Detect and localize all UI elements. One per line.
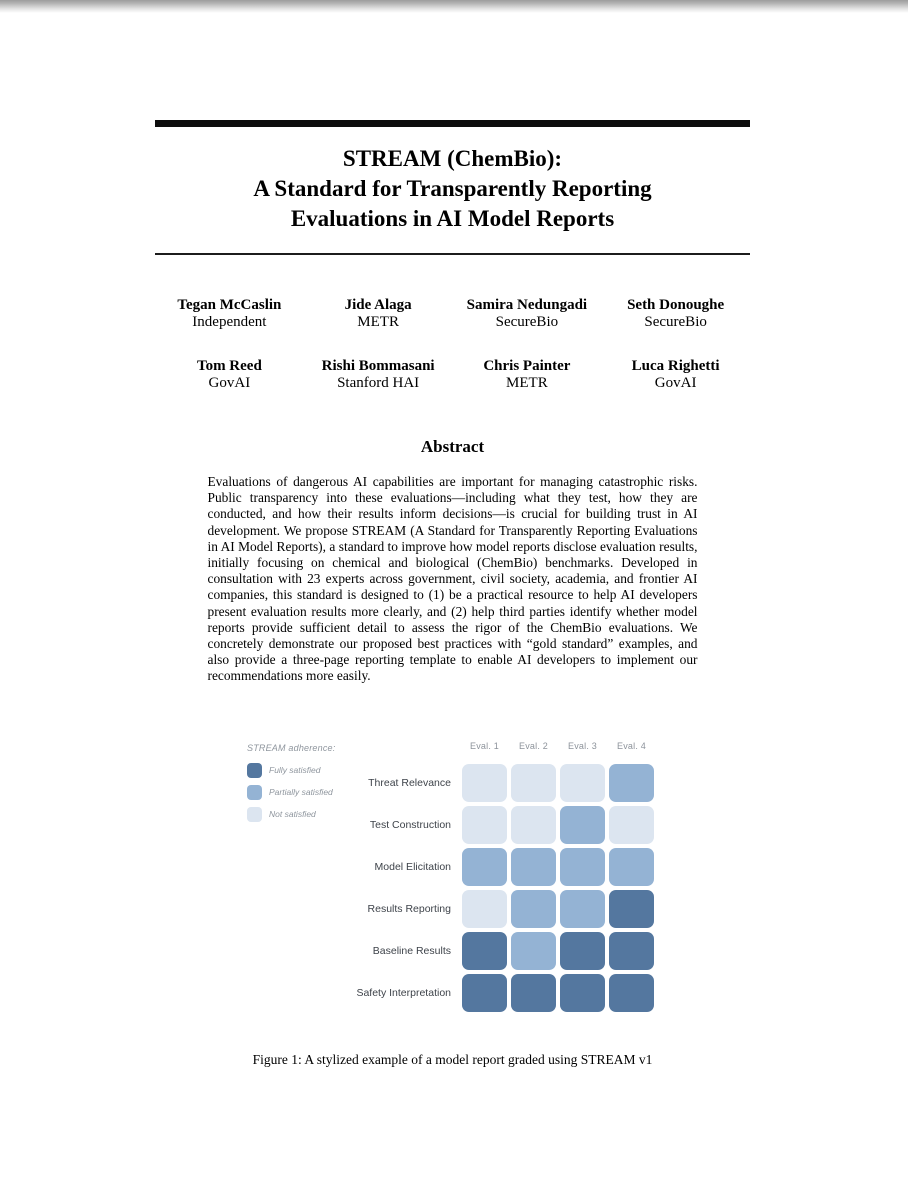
heatmap-cell — [462, 974, 507, 1012]
legend-label: Not satisfied — [269, 809, 316, 820]
heatmap-cell — [609, 806, 654, 844]
author-affiliation: GovAI — [654, 375, 697, 391]
column-header: Eval. 1 — [470, 740, 499, 751]
author-row-1 — [155, 297, 750, 330]
column-header: Eval. 2 — [519, 740, 548, 751]
heatmap-cell — [609, 764, 654, 802]
author-affiliation: SecureBio — [495, 314, 559, 330]
heatmap-row — [339, 764, 658, 802]
figure-caption: Figure 1: A stylized example of a model report graded using STREAM v1 — [252, 1051, 653, 1067]
author — [304, 358, 453, 391]
author — [155, 297, 304, 330]
heatmap-cell — [462, 890, 507, 928]
author-affiliation: GovAI — [208, 375, 251, 391]
author — [453, 358, 602, 391]
heatmap-cell — [560, 806, 605, 844]
heatmap-cell — [511, 764, 556, 802]
author-affiliation: Independent — [192, 314, 267, 330]
author-name: Tegan McCaslin — [177, 297, 282, 313]
heatmap-cell — [511, 890, 556, 928]
heatmap-cell — [560, 932, 605, 970]
heatmap-cell — [462, 848, 507, 886]
abstract-text: Evaluations of dangerous AI capabilities are important for managing catastrophic risks. Public transparency into these evaluations—including what they test, how they are conducted, and how their results inform decisions—is crucial for building trust in AI development. We propose STREAM (A Standard for Transparently Reporting Evaluations in AI Model Reports), a standard to improve how model reports disclose evaluation results, initially focusing on chemical and biological (ChemBio) benchmarks. Developed in consultation with 23 experts across government, civil society, academia, and frontier AI companies, this standard is designed to (1) be a practical resource to help AI developers present evaluation results more clearly, and (2) help third parties identify whether model reports provide sufficient detail to assess the rigor of the ChemBio evaluations. We concretely demonstrate our proposed best practices with “gold standard” examples, and also provide a three-page reporting template to enable AI developers to implement our recommendations more easily. — [207, 474, 698, 684]
author-affiliation: METR — [506, 375, 548, 391]
author — [304, 297, 453, 330]
author-name: Seth Donoughe — [627, 297, 725, 313]
legend-item-fully — [247, 763, 339, 778]
author-name: Rishi Bommasani — [321, 358, 435, 374]
author-affiliation: METR — [357, 314, 399, 330]
heatmap-cell — [609, 932, 654, 970]
not-satisfied-swatch — [247, 807, 262, 822]
legend-label: Fully satisfied — [269, 765, 321, 776]
author-affiliation: Stanford HAI — [337, 375, 420, 391]
author-name: Jide Alaga — [344, 297, 412, 313]
paper-content — [155, 0, 750, 1081]
heatmap-header-row — [339, 741, 658, 760]
title-line-2: A Standard for Transparently Reporting — [253, 176, 652, 201]
author-affiliation: SecureBio — [644, 314, 707, 330]
column-header: Eval. 4 — [617, 740, 646, 751]
row-label: Results Reporting — [367, 902, 451, 915]
row-label: Model Elicitation — [374, 860, 451, 873]
title-line-3: Evaluations in AI Model Reports — [290, 206, 615, 231]
figure-1 — [155, 741, 750, 1016]
author — [453, 297, 602, 330]
heatmap-cell — [560, 890, 605, 928]
row-label: Safety Interpretation — [356, 986, 451, 999]
legend-title: STREAM adherence: — [247, 742, 336, 753]
title-line-1: STREAM (ChemBio): — [342, 146, 563, 171]
heatmap-cell — [511, 848, 556, 886]
author-row-2 — [155, 358, 750, 391]
heatmap-cell — [462, 932, 507, 970]
legend-label: Partially satisfied — [269, 787, 333, 798]
paper-title — [155, 144, 750, 234]
author — [601, 358, 750, 391]
legend-item-not — [247, 807, 339, 822]
fully-satisfied-swatch — [247, 763, 262, 778]
heatmap-cell — [609, 848, 654, 886]
heatmap-cell — [560, 974, 605, 1012]
heatmap-row — [339, 806, 658, 844]
author — [601, 297, 750, 330]
title-rule-bottom — [155, 253, 750, 255]
author-block — [155, 297, 750, 391]
abstract-heading: Abstract — [420, 437, 485, 456]
row-label: Threat Relevance — [368, 776, 451, 789]
author-name: Chris Painter — [483, 358, 571, 374]
author — [155, 358, 304, 391]
column-header: Eval. 3 — [568, 740, 597, 751]
heatmap-cell — [511, 932, 556, 970]
row-label: Baseline Results — [372, 944, 451, 957]
heatmap-row — [339, 974, 658, 1012]
heatmap-row — [339, 890, 658, 928]
heatmap-row — [339, 932, 658, 970]
heatmap-cell — [511, 806, 556, 844]
heatmap-row — [339, 848, 658, 886]
row-label: Test Construction — [369, 818, 451, 831]
heatmap-cell — [560, 848, 605, 886]
heatmap-cell — [511, 974, 556, 1012]
heatmap-cell — [462, 806, 507, 844]
heatmap-cell — [560, 764, 605, 802]
heatmap — [339, 741, 658, 1016]
heatmap-legend — [247, 741, 339, 1016]
heatmap-cell — [462, 764, 507, 802]
title-rule-top — [155, 120, 750, 127]
author-name: Tom Reed — [196, 358, 262, 374]
author-name: Samira Nedungadi — [466, 297, 588, 313]
legend-item-partially — [247, 785, 339, 800]
partially-satisfied-swatch — [247, 785, 262, 800]
author-name: Luca Righetti — [631, 358, 720, 374]
heatmap-cell — [609, 890, 654, 928]
heatmap-cell — [609, 974, 654, 1012]
